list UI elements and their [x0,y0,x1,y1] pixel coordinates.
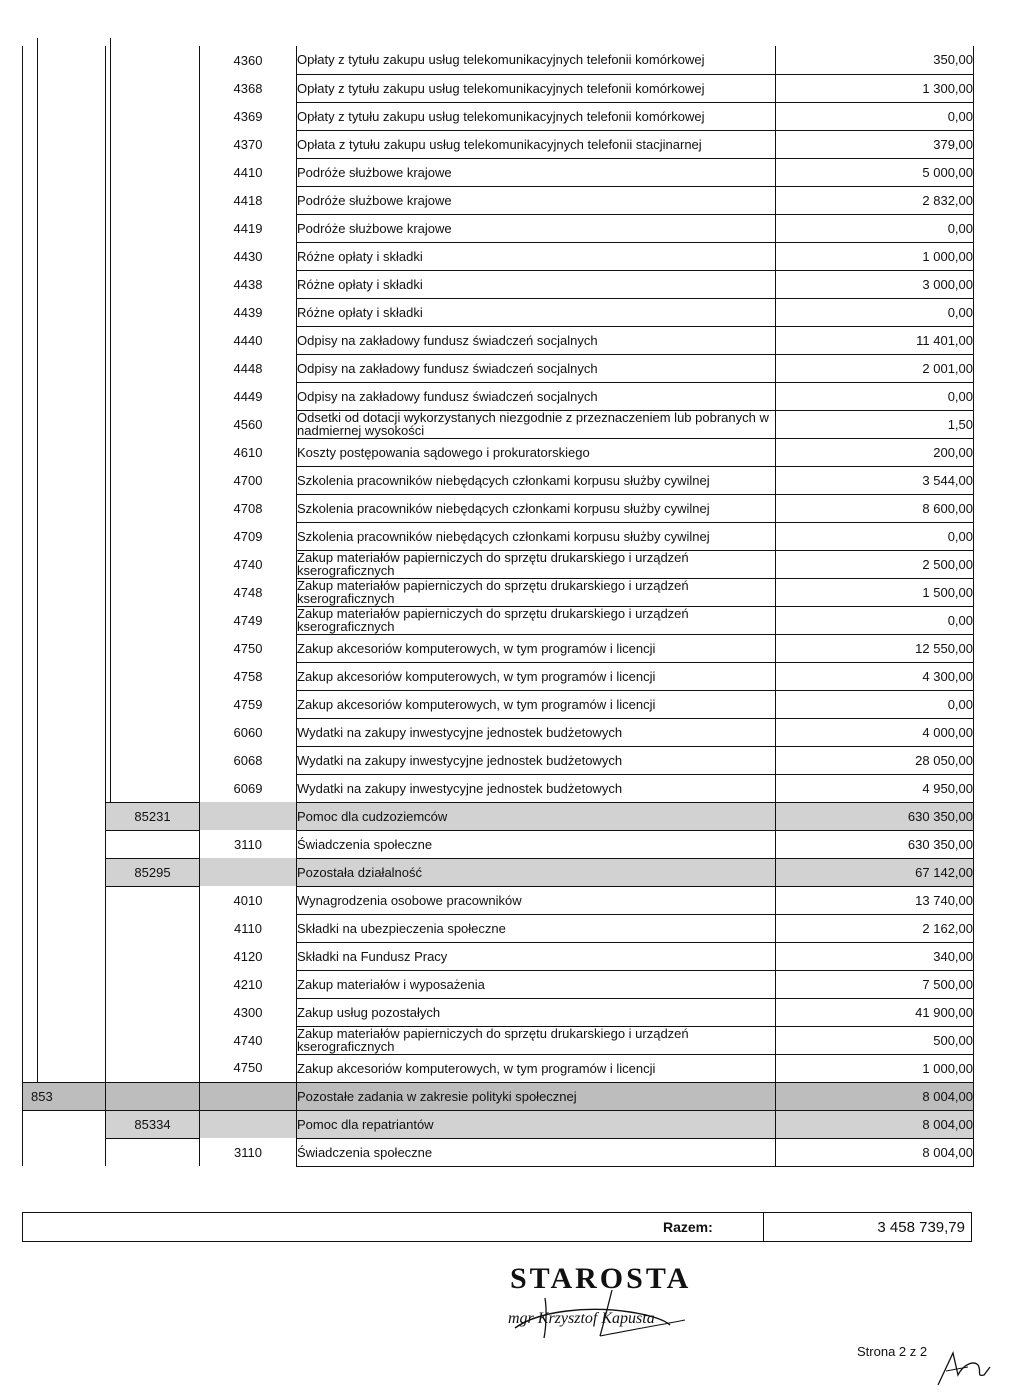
rozdzial-cell [106,410,200,438]
rozdzial-cell [106,998,200,1026]
rozdzial-cell [106,74,200,102]
amount-cell: 200,00 [776,438,974,466]
name-cell: Opłata z tytułu zakupu usług telekomunikacyjnych telefonii stacjinarnej [297,130,776,158]
name-cell: Odpisy na zakładowy fundusz świadczeń socjalnych [297,354,776,382]
name-cell: Pomoc dla cudzoziemców [297,802,776,830]
paragraf-row [23,634,974,662]
name-cell: Składki na Fundusz Pracy [297,942,776,970]
amount-cell: 11 401,00 [776,326,974,354]
paragraf-cell: 4740 [200,1026,297,1054]
amount-cell: 630 350,00 [776,802,974,830]
paragraf-cell: 4438 [200,270,297,298]
name-cell: Opłaty z tytułu zakupu usług telekomunikacyjnych telefonii komórkowej [297,102,776,130]
amount-cell: 4 000,00 [776,718,974,746]
name-cell: Świadczenia społeczne [297,1138,776,1166]
paragraf-row [23,942,974,970]
rozdzial-cell [106,774,200,802]
rozdzial-cell [106,130,200,158]
dzial-cell [23,130,106,158]
paragraf-row [23,522,974,550]
rozdzial-cell [106,662,200,690]
name-cell: Szkolenia pracowników niebędących członkami korpusu służby cywilnej [297,466,776,494]
amount-cell: 0,00 [776,690,974,718]
rozdzial-cell [106,186,200,214]
name-cell: Świadczenia społeczne [297,830,776,858]
summary-divider [763,1213,764,1241]
dzial-cell [23,270,106,298]
amount-cell: 8 004,00 [776,1138,974,1166]
name-cell: Zakup materiałów papierniczych do sprzętu drukarskiego i urządzeń kserograficznych [297,578,776,606]
handwritten-initials [928,1345,998,1390]
paragraf-cell: 4360 [200,46,297,74]
amount-cell: 8 004,00 [776,1110,974,1138]
rozdzial-cell [106,718,200,746]
dzial-cell [23,802,106,830]
rozdzial-cell [106,466,200,494]
name-cell: Zakup akcesoriów komputerowych, w tym programów i licencji [297,690,776,718]
amount-cell: 1,50 [776,410,974,438]
amount-cell: 0,00 [776,102,974,130]
dzial-cell [23,662,106,690]
name-cell: Zakup materiałów i wyposażenia [297,970,776,998]
dzial-cell [23,46,106,74]
paragraf-row [23,494,974,522]
dzial-cell [23,186,106,214]
rozdzial-cell [106,970,200,998]
paragraf-row [23,438,974,466]
dzial-cell [23,718,106,746]
rozdzial-cell [106,886,200,914]
amount-cell: 7 500,00 [776,970,974,998]
paragraf-row [23,662,974,690]
dzial-cell [23,970,106,998]
rozdzial-cell [106,102,200,130]
name-cell: Wynagrodzenia osobowe pracowników [297,886,776,914]
paragraf-cell: 4610 [200,438,297,466]
paragraf-row [23,382,974,410]
paragraf-row [23,410,974,438]
amount-cell: 8 004,00 [776,1082,974,1110]
budget-table-body [23,46,974,1166]
amount-cell: 28 050,00 [776,746,974,774]
rozdzial-cell [106,270,200,298]
dzial-cell [23,746,106,774]
paragraf-row [23,354,974,382]
dzial-cell [23,690,106,718]
dzial-cell [23,858,106,886]
dzial-cell [23,830,106,858]
rozdzial-row [23,858,974,886]
paragraf-cell: 3110 [200,830,297,858]
paragraf-cell: 4418 [200,186,297,214]
dzial-cell [23,998,106,1026]
paragraf-row [23,914,974,942]
paragraf-cell: 4120 [200,942,297,970]
paragraf-row [23,242,974,270]
paragraf-cell [200,802,297,830]
paragraf-cell: 4419 [200,214,297,242]
name-cell: Opłaty z tytułu zakupu usług telekomunikacyjnych telefonii komórkowej [297,46,776,74]
rozdzial-cell [106,830,200,858]
paragraf-row [23,970,974,998]
paragraf-row [23,1138,974,1166]
amount-cell: 0,00 [776,522,974,550]
page-number: Strona 2 z 2 [857,1344,928,1359]
amount-cell: 630 350,00 [776,830,974,858]
amount-cell: 12 550,00 [776,634,974,662]
paragraf-cell: 4740 [200,550,297,578]
rozdzial-cell [106,298,200,326]
paragraf-row [23,998,974,1026]
name-cell: Podróże służbowe krajowe [297,186,776,214]
dzial-cell [23,298,106,326]
paragraf-cell: 4448 [200,354,297,382]
dzial-cell [23,606,106,634]
amount-cell: 0,00 [776,382,974,410]
name-cell: Odsetki od dotacji wykorzystanych niezgodnie z przeznaczeniem lub pobranych w nadmiernej wysokości [297,410,776,438]
rozdzial-cell [106,438,200,466]
summary-value: 3 458 739,79 [877,1219,965,1236]
name-cell: Podróże służbowe krajowe [297,214,776,242]
paragraf-cell: 6068 [200,746,297,774]
paragraf-cell: 4368 [200,74,297,102]
name-cell: Różne opłaty i składki [297,298,776,326]
amount-cell: 3 544,00 [776,466,974,494]
paragraf-cell: 4748 [200,578,297,606]
dzial-cell [23,1110,106,1138]
name-cell: Odpisy na zakładowy fundusz świadczeń socjalnych [297,382,776,410]
paragraf-row [23,718,974,746]
paragraf-row [23,550,974,578]
name-cell: Zakup akcesoriów komputerowych, w tym programów i licencji [297,634,776,662]
amount-cell: 0,00 [776,214,974,242]
paragraf-cell: 4750 [200,1054,297,1082]
paragraf-cell [200,858,297,886]
paragraf-cell: 4709 [200,522,297,550]
paragraf-cell: 3110 [200,1138,297,1166]
rozdzial-cell [106,578,200,606]
rozdzial-cell [106,522,200,550]
paragraf-row [23,214,974,242]
paragraf-cell: 4439 [200,298,297,326]
name-cell: Pozostałe zadania w zakresie polityki społecznej [297,1082,776,1110]
rozdzial-cell: 85231 [106,802,200,830]
paragraf-cell: 4749 [200,606,297,634]
dzial-cell: 853 [23,1082,106,1110]
dzial-cell [23,354,106,382]
paragraf-row [23,298,974,326]
paragraf-cell: 4560 [200,410,297,438]
dzial-cell [23,914,106,942]
paragraf-cell: 4369 [200,102,297,130]
paragraf-row [23,130,974,158]
paragraf-cell: 4300 [200,998,297,1026]
name-cell: Wydatki na zakupy inwestycyjne jednostek budżetowych [297,746,776,774]
dzial-cell [23,102,106,130]
name-cell: Wydatki na zakupy inwestycyjne jednostek budżetowych [297,718,776,746]
amount-cell: 2 500,00 [776,550,974,578]
budget-table [22,46,974,1167]
rozdzial-cell [106,914,200,942]
amount-cell: 1 000,00 [776,1054,974,1082]
dzial-cell [23,410,106,438]
dzial-cell [23,550,106,578]
name-cell: Pomoc dla repatriantów [297,1110,776,1138]
rozdzial-cell [106,326,200,354]
name-cell: Podróże służbowe krajowe [297,158,776,186]
paragraf-row [23,690,974,718]
rozdzial-cell [106,354,200,382]
amount-cell: 8 600,00 [776,494,974,522]
rozdzial-cell [106,242,200,270]
amount-cell: 379,00 [776,130,974,158]
rozdzial-row [23,802,974,830]
paragraf-cell: 6060 [200,718,297,746]
amount-cell: 4 950,00 [776,774,974,802]
name-cell: Różne opłaty i składki [297,270,776,298]
dzial-cell [23,634,106,662]
rozdzial-cell [106,382,200,410]
dzial-cell [23,522,106,550]
summary-row [22,1212,972,1242]
paragraf-cell: 4750 [200,634,297,662]
amount-cell: 340,00 [776,942,974,970]
name-cell: Zakup usług pozostałych [297,998,776,1026]
dzial-cell [23,494,106,522]
name-cell: Zakup materiałów papierniczych do sprzętu drukarskiego i urządzeń kserograficznych [297,606,776,634]
paragraf-cell [200,1110,297,1138]
paragraf-cell: 4370 [200,130,297,158]
paragraf-row [23,830,974,858]
paragraf-cell: 4708 [200,494,297,522]
paragraf-row [23,1054,974,1082]
name-cell: Opłaty z tytułu zakupu usług telekomunikacyjnych telefonii komórkowej [297,74,776,102]
dzial-cell [23,438,106,466]
paragraf-cell: 4700 [200,466,297,494]
paragraf-row [23,606,974,634]
paragraf-row [23,886,974,914]
rozdzial-cell [106,550,200,578]
rozdzial-cell [106,606,200,634]
dzial-cell [23,158,106,186]
paragraf-row [23,466,974,494]
name-cell: Zakup akcesoriów komputerowych, w tym programów i licencji [297,1054,776,1082]
dzial-cell [23,774,106,802]
dzial-cell [23,74,106,102]
paragraf-row [23,270,974,298]
rozdzial-cell [106,1082,200,1110]
name-cell: Zakup akcesoriów komputerowych, w tym programów i licencji [297,662,776,690]
rozdzial-cell [106,1138,200,1166]
dzial-row [23,1082,974,1110]
paragraf-cell [200,1082,297,1110]
amount-cell: 2 832,00 [776,186,974,214]
amount-cell: 3 000,00 [776,270,974,298]
name-cell: Składki na ubezpieczenia społeczne [297,914,776,942]
name-cell: Pozostała działalność [297,858,776,886]
dzial-cell [23,1026,106,1054]
amount-cell: 1 000,00 [776,242,974,270]
name-cell: Odpisy na zakładowy fundusz świadczeń socjalnych [297,326,776,354]
amount-cell: 41 900,00 [776,998,974,1026]
amount-cell: 2 001,00 [776,354,974,382]
dzial-cell [23,466,106,494]
paragraf-cell: 4449 [200,382,297,410]
name-cell: Zakup materiałów papierniczych do sprzętu drukarskiego i urządzeń kserograficznych [297,550,776,578]
paragraf-cell: 4758 [200,662,297,690]
amount-cell: 1 500,00 [776,578,974,606]
dzial-cell [23,1054,106,1082]
summary-label: Razem: [663,1219,713,1235]
paragraf-row [23,746,974,774]
amount-cell: 13 740,00 [776,886,974,914]
amount-cell: 5 000,00 [776,158,974,186]
dzial-cell [23,578,106,606]
paragraf-row [23,102,974,130]
paragraf-row [23,46,974,74]
rozdzial-cell: 85295 [106,858,200,886]
dzial-cell [23,242,106,270]
paragraf-cell: 4430 [200,242,297,270]
rozdzial-cell: 85334 [106,1110,200,1138]
paragraf-row [23,326,974,354]
amount-cell: 67 142,00 [776,858,974,886]
rozdzial-cell [106,634,200,662]
paragraf-row [23,186,974,214]
rozdzial-cell [106,942,200,970]
amount-cell: 350,00 [776,46,974,74]
dzial-cell [23,942,106,970]
name-cell: Szkolenia pracowników niebędących członkami korpusu służby cywilnej [297,522,776,550]
paragraf-cell: 4410 [200,158,297,186]
rozdzial-cell [106,214,200,242]
paragraf-cell: 4759 [200,690,297,718]
dzial-cell [23,382,106,410]
paragraf-cell: 4440 [200,326,297,354]
dzial-cell [23,886,106,914]
amount-cell: 0,00 [776,606,974,634]
name-cell: Szkolenia pracowników niebędących członkami korpusu służby cywilnej [297,494,776,522]
rozdzial-cell [106,494,200,522]
rozdzial-cell [106,1054,200,1082]
amount-cell: 2 162,00 [776,914,974,942]
paragraf-row [23,1026,974,1054]
paragraf-cell: 4110 [200,914,297,942]
amount-cell: 0,00 [776,298,974,326]
paragraf-row [23,578,974,606]
dzial-cell [23,1138,106,1166]
dzial-cell [23,326,106,354]
amount-cell: 1 300,00 [776,74,974,102]
name-cell: Koszty postępowania sądowego i prokuratorskiego [297,438,776,466]
paragraf-row [23,74,974,102]
paragraf-row [23,774,974,802]
rozdzial-row [23,1110,974,1138]
amount-cell: 500,00 [776,1026,974,1054]
paragraf-cell: 4010 [200,886,297,914]
name-cell: Różne opłaty i składki [297,242,776,270]
paragraf-cell: 6069 [200,774,297,802]
amount-cell: 4 300,00 [776,662,974,690]
name-cell: Wydatki na zakupy inwestycyjne jednostek budżetowych [297,774,776,802]
stamp-title: STAROSTA [510,1262,692,1295]
rozdzial-cell [106,158,200,186]
paragraf-row [23,158,974,186]
paragraf-cell: 4210 [200,970,297,998]
handwritten-signature [500,1270,710,1340]
dzial-cell [23,214,106,242]
rozdzial-cell [106,1026,200,1054]
rozdzial-cell [106,746,200,774]
rozdzial-cell [106,46,200,74]
stamp-name: mgr Krzysztof Kapusta [508,1310,655,1327]
name-cell: Zakup materiałów papierniczych do sprzętu drukarskiego i urządzeń kserograficznych [297,1026,776,1054]
rozdzial-cell [106,690,200,718]
